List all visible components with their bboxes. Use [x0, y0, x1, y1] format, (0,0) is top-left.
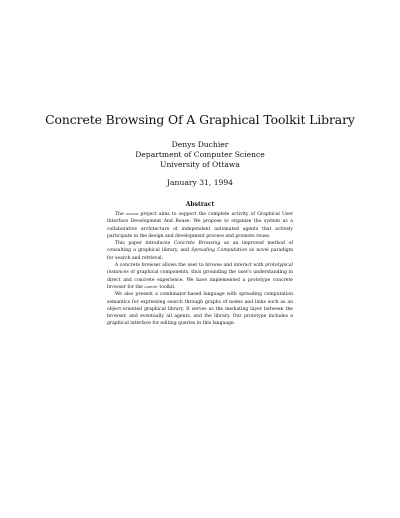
abstract-body [107, 211, 293, 328]
abstract-text: as an improved method of consulting a graphical library, and [107, 241, 294, 254]
abstract-heading: Abstract [185, 201, 215, 208]
author-department: Department of Computer Science [135, 150, 265, 159]
abstract-text: of graphical components, thus grounding the user's understanding in direct and concrete experience. We have implemented a prototype concrete browser for the [107, 270, 293, 290]
author-university: University of Ottawa [160, 160, 240, 169]
emphasis-term: Spreading Computation [191, 248, 248, 254]
abstract-text: as novel paradigm for search and retrieval. [107, 248, 294, 261]
abstract-text: A concrete browser allows the user to browse and interact with [115, 263, 266, 269]
abstract-paragraph-4: We also present a combinator-based language with spreading computation semantics for expressing search through graphs of nodes and links such as an object-oriented graphical library. It serves as the mediating layer between the browser, and eventually all agents, and the library. Our prototype includes a graphical interface for editing queries in this language. [107, 292, 293, 327]
abstract-paragraph-2 [107, 240, 293, 262]
author-name: Denys Duchier [171, 140, 229, 149]
author-block [60, 140, 340, 170]
abstract-text: The [115, 212, 126, 217]
abstract-paragraph-1 [107, 211, 293, 240]
toolkit-name: garnet [144, 284, 158, 290]
abstract-paragraph-3 [107, 262, 293, 291]
abstract-text: This paper introduces [115, 241, 174, 247]
emphasis-term: prototypical instances [107, 263, 293, 276]
paper-title: Concrete Browsing Of A Graphical Toolkit Library [45, 112, 355, 127]
paper-date: January 31, 1994 [166, 178, 234, 187]
abstract-text: toolkit. [157, 284, 176, 290]
emphasis-term: Concrete Browsing [173, 241, 221, 247]
project-name: gidiam [125, 212, 139, 217]
abstract-text: project aims to support the complete activity of Graphical User Interface Development And Reuse. We propose to organize the system as a collaborative architecture of independent automated agents that actively participate in the design and development process and promote reuse. [107, 212, 293, 239]
